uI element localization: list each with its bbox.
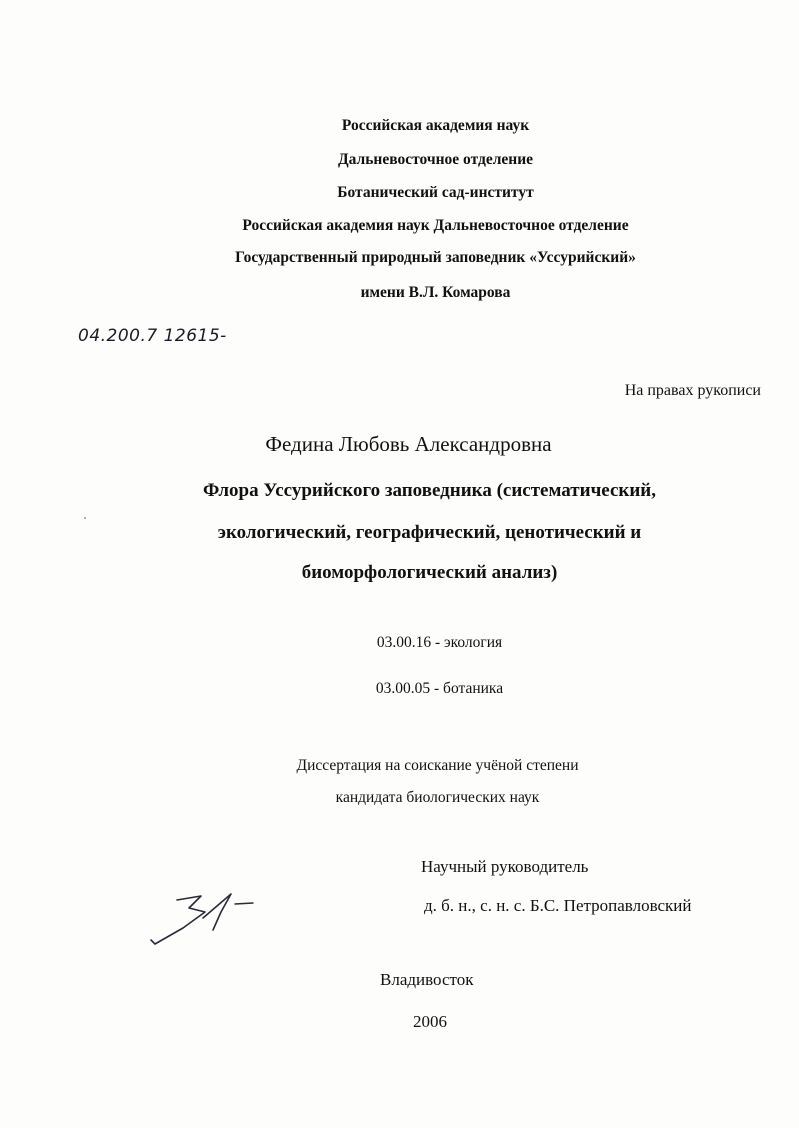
signature-icon	[143, 878, 263, 948]
header-line-komarov: имени В.Л. Комарова	[360, 284, 511, 301]
catalog-number: 04.200.7 12615-	[78, 326, 227, 346]
title-line-1: Флора Уссурийского заповедника (систематический,	[203, 480, 656, 501]
title-line-3: биоморфологический анализ)	[301, 562, 558, 583]
specialty-botany: 03.00.05 - ботаника	[375, 680, 504, 697]
specialty-ecology: 03.00.16 - экология	[376, 634, 503, 651]
supervisor-name: д. б. н., с. н. с. Б.С. Петропавловский	[424, 896, 692, 915]
header-line-academy-branch: Российская академия наук Дальневосточное отделение	[242, 217, 629, 234]
supervisor-label: Научный руководитель	[421, 857, 589, 876]
header-line-branch: Дальневосточное отделение	[337, 151, 534, 168]
degree-line-1: Диссертация на соискание учёной степени	[296, 757, 579, 774]
scan-speck	[84, 517, 86, 519]
manuscript-note: На правах рукописи	[624, 382, 761, 399]
header-line-garden: Ботанический сад-институт	[337, 184, 534, 201]
header-line-academy: Российская академия наук	[341, 117, 530, 134]
degree-line-2: кандидата биологических наук	[335, 789, 540, 806]
city: Владивосток	[380, 970, 474, 989]
year: 2006	[413, 1012, 447, 1031]
header-line-reserve: Государственный природный заповедник «Уссурийский»	[235, 249, 636, 266]
author-name: Федина Любовь Александровна	[265, 432, 552, 456]
title-line-2: экологический, географический, ценотический и	[217, 522, 642, 543]
